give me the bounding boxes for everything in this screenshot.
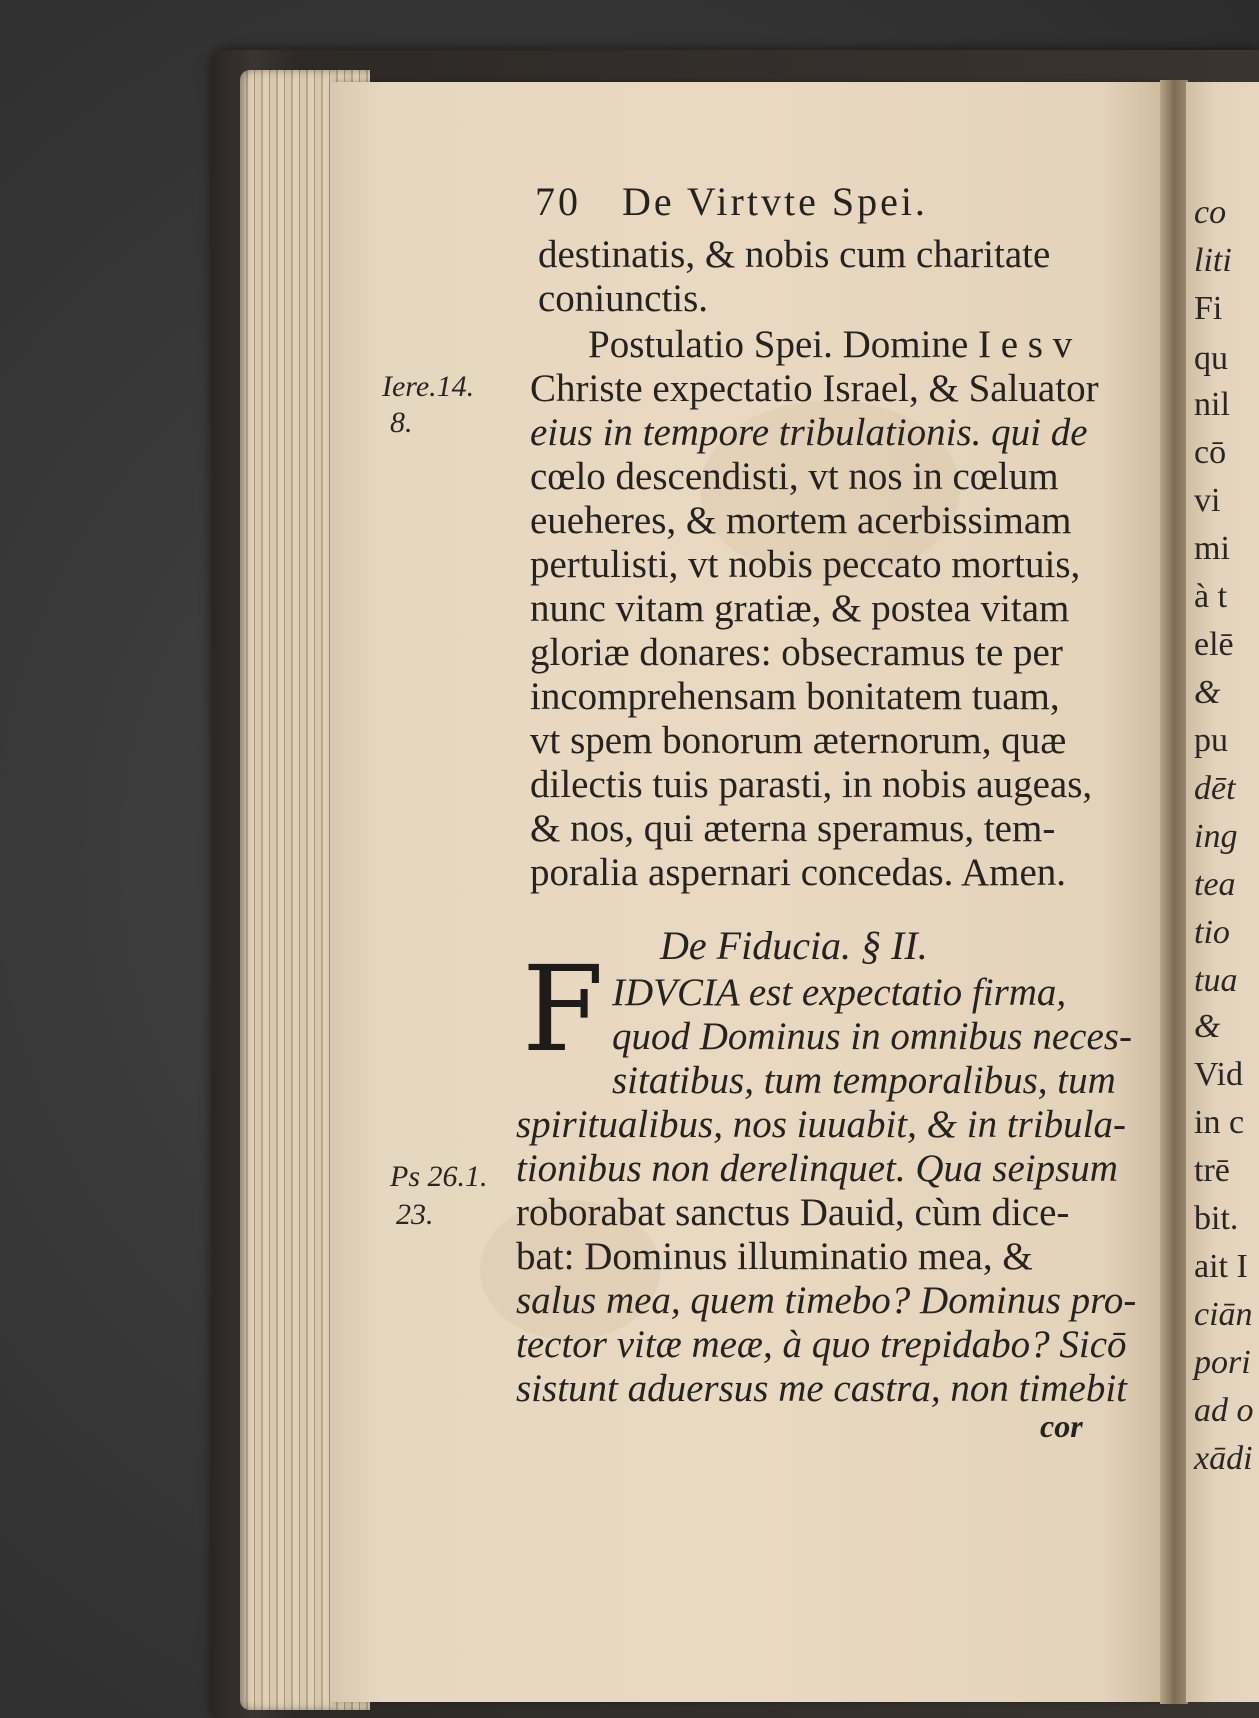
facing-fragment: mi [1194, 530, 1230, 567]
fiducia-line: sitatibus, tum temporalibus, tum [612, 1059, 1116, 1102]
fiducia-line: spiritualibus, nos iuuabit, & in tribula- [516, 1103, 1126, 1146]
fiducia-line: IDVCIA est expectatio firma, [612, 971, 1067, 1014]
prayer-line: eueheres, & mortem acerbissimam [530, 499, 1072, 542]
body-line: coniunctis. [538, 277, 709, 320]
marginal-reference: 8. [390, 406, 413, 439]
prayer-line: Postulatio Spei. Domine I e s v [588, 323, 1073, 366]
facing-fragment: bit. [1194, 1200, 1239, 1237]
prayer-line: & nos, qui æterna speramus, tem- [530, 807, 1056, 850]
facing-fragment: trē [1194, 1152, 1230, 1189]
fiducia-line: sistunt aduersus me castra, non timebit [516, 1367, 1127, 1410]
catchword: cor [1040, 1408, 1083, 1444]
facing-fragment: cō [1194, 434, 1227, 471]
facing-fragment: tua [1194, 962, 1238, 999]
facing-fragment: ciān [1194, 1296, 1253, 1333]
facing-fragment: Vid [1194, 1056, 1243, 1093]
body-line: destinatis, & nobis cum charitate [538, 233, 1051, 276]
marginal-reference: Iere.14. [382, 370, 475, 403]
marginal-reference: Ps 26.1. [390, 1160, 488, 1193]
facing-fragment: nil [1194, 386, 1230, 423]
section-title: De Fiducia. § II. [660, 923, 928, 968]
fiducia-line: roborabat sanctus Dauid, cùm dice- [516, 1191, 1070, 1234]
facing-fragment: dēt [1194, 770, 1236, 807]
page-number: 70 [535, 179, 581, 224]
prayer-line: cœlo descendisti, vt nos in cœlum [530, 455, 1059, 498]
marginal-reference: 23. [396, 1198, 434, 1231]
fiducia-line: salus mea, quem timebo? Dominus pro- [516, 1279, 1137, 1322]
fiducia-line: tionibus non derelinquet. Qua seipsum [516, 1147, 1118, 1190]
prayer-line: eius in tempore tribulationis. qui de [530, 411, 1088, 454]
facing-fragment: xādi [1194, 1440, 1253, 1477]
facing-fragment: elē [1194, 626, 1234, 663]
facing-fragment: pu [1194, 722, 1228, 759]
facing-fragment: liti [1194, 242, 1232, 279]
prayer-line: incomprehensam bonitatem tuam, [530, 675, 1060, 718]
facing-fragment: & [1194, 1008, 1221, 1045]
fiducia-line: tector vitæ meæ, à quo trepidabo? Sicō [516, 1323, 1127, 1366]
fiducia-line: quod Dominus in omnibus neces- [612, 1015, 1132, 1058]
facing-fragment: in c [1194, 1104, 1245, 1141]
facing-fragment: pori [1194, 1344, 1251, 1381]
facing-fragment: & [1194, 674, 1221, 711]
book-gutter [1160, 80, 1188, 1704]
facing-fragment: ait I [1194, 1248, 1248, 1285]
facing-fragment: à t [1194, 578, 1228, 615]
running-head [535, 178, 928, 225]
prayer-line: Christe expectatio Israel, & Saluator [530, 367, 1099, 410]
prayer-line: pertulisti, vt nobis peccato mortuis, [530, 543, 1081, 586]
prayer-line: nunc vitam gratiæ, & postea vitam [530, 587, 1070, 630]
fiducia-line: bat: Dominus illuminatio mea, & [516, 1235, 1033, 1278]
facing-fragment: ad o [1194, 1392, 1254, 1429]
facing-fragment: qu [1194, 340, 1228, 377]
prayer-line: dilectis tuis parasti, in nobis augeas, [530, 763, 1093, 806]
prayer-line: vt spem bonorum æternorum, quæ [530, 719, 1067, 762]
running-title: De Virtvte Spei. [622, 179, 928, 224]
facing-fragment: co [1194, 194, 1227, 231]
facing-fragment: tea [1194, 866, 1236, 903]
facing-fragment: tio [1194, 914, 1230, 951]
facing-fragment: vi [1194, 482, 1221, 519]
facing-page [1186, 82, 1259, 1702]
facing-fragment: ing [1194, 818, 1238, 855]
prayer-line: gloriæ donares: obsecramus te per [530, 631, 1063, 674]
facing-fragment: Fi [1194, 290, 1223, 327]
drop-cap: F [522, 940, 604, 1078]
prayer-line: poralia aspernari concedas. Amen. [530, 851, 1067, 894]
